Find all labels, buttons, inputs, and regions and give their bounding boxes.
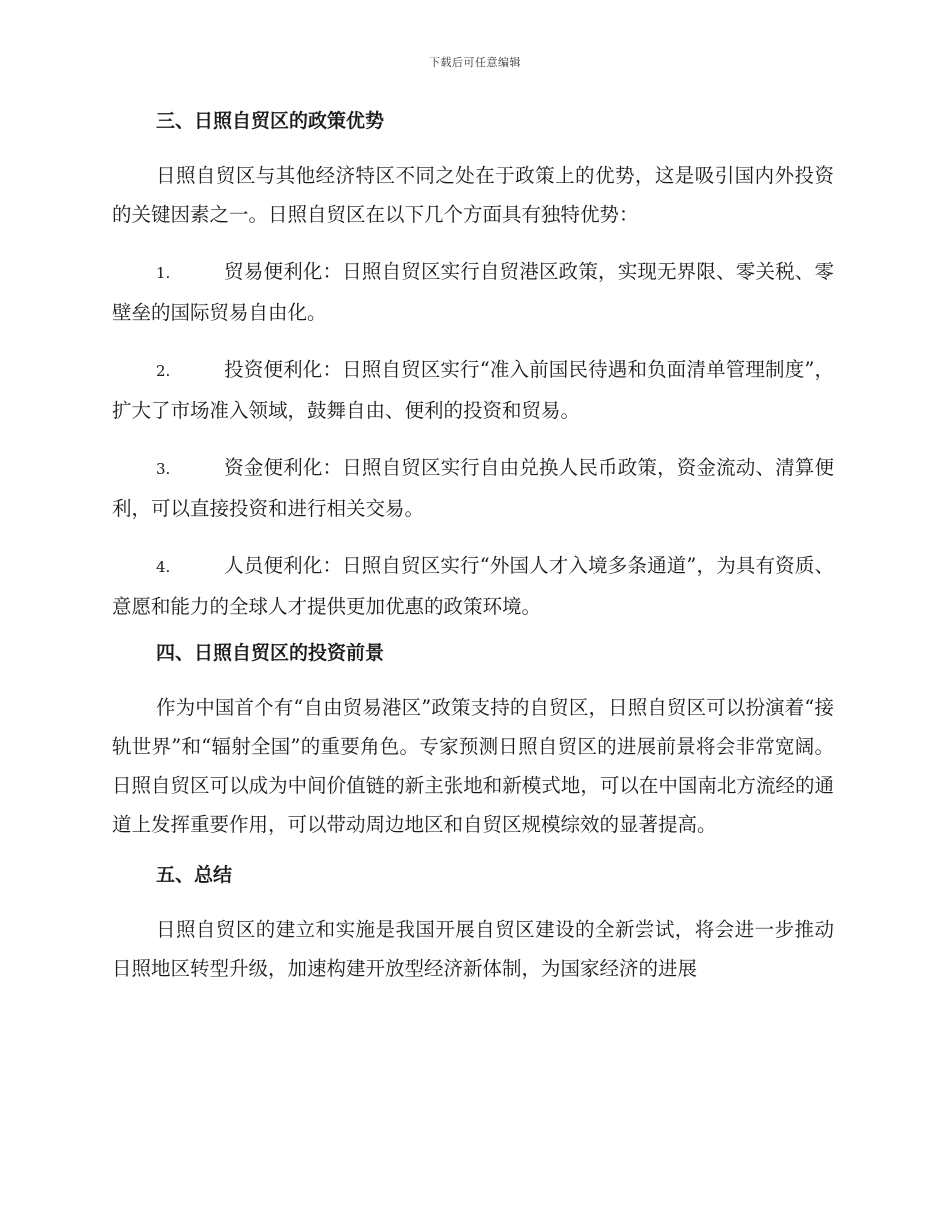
list-item-number: 1.: [156, 264, 171, 282]
list-item-text: 资金便利化：日照自贸区实行自由兑换人民币政策，资金流动、清算便利，可以直接投资和进行相关交易。: [112, 456, 834, 520]
list-item: [112, 252, 834, 332]
list-item-text: 贸易便利化：日照自贸区实行自贸港区政策，实现无界限、零关税、零壁垒的国际贸易自由化。: [112, 260, 834, 324]
list-item: [112, 448, 834, 528]
list-item-text: 投资便利化：日照自贸区实行“准入前国民待遇和负面清单管理制度”，扩大了市场准入领域，鼓舞自由、便利的投资和贸易。: [112, 358, 834, 422]
section-5-heading: 五、总结: [156, 864, 233, 886]
list-item: [112, 350, 834, 430]
list-item-number: 3.: [156, 460, 171, 478]
section-3-heading: 三、日照自贸区的政策优势: [156, 110, 385, 132]
section-4-heading: 四、日照自贸区的投资前景: [156, 642, 385, 664]
list-item-number: 2.: [156, 362, 171, 380]
document-body: [112, 108, 834, 988]
list-item-text: 人员便利化：日照自贸区实行“外国人才入境多条通道”，为具有资质、意愿和能力的全球人才提供更加优惠的政策环境。: [112, 554, 834, 618]
page-header: 下载后可任意编辑: [429, 56, 521, 69]
list-item: [112, 546, 834, 626]
list-item-number: 4.: [156, 558, 171, 576]
section-3-intro: 日照自贸区与其他经济特区不同之处在于政策上的优势，这是吸引国内外投资的关键因素之一。日照自贸区在以下几个方面具有独特优势：: [112, 164, 834, 226]
section-4-body: 作为中国首个有“自由贸易港区”政策支持的自贸区，日照自贸区可以扮演着“接轨世界”和“辐射全国”的重要角色。专家预测日照自贸区的进展前景将会非常宽阔。日照自贸区可以成为中间价值链的新主张地和新模式地，可以在中国南北方流经的通道上发挥重要作用，可以带动周边地区和自贸区规模综效的显著提高。: [112, 696, 834, 836]
section-5-body: 日照自贸区的建立和实施是我国开展自贸区建设的全新尝试，将会进一步推动日照地区转型升级，加速构建开放型经济新体制，为国家经济的进展: [112, 918, 834, 980]
